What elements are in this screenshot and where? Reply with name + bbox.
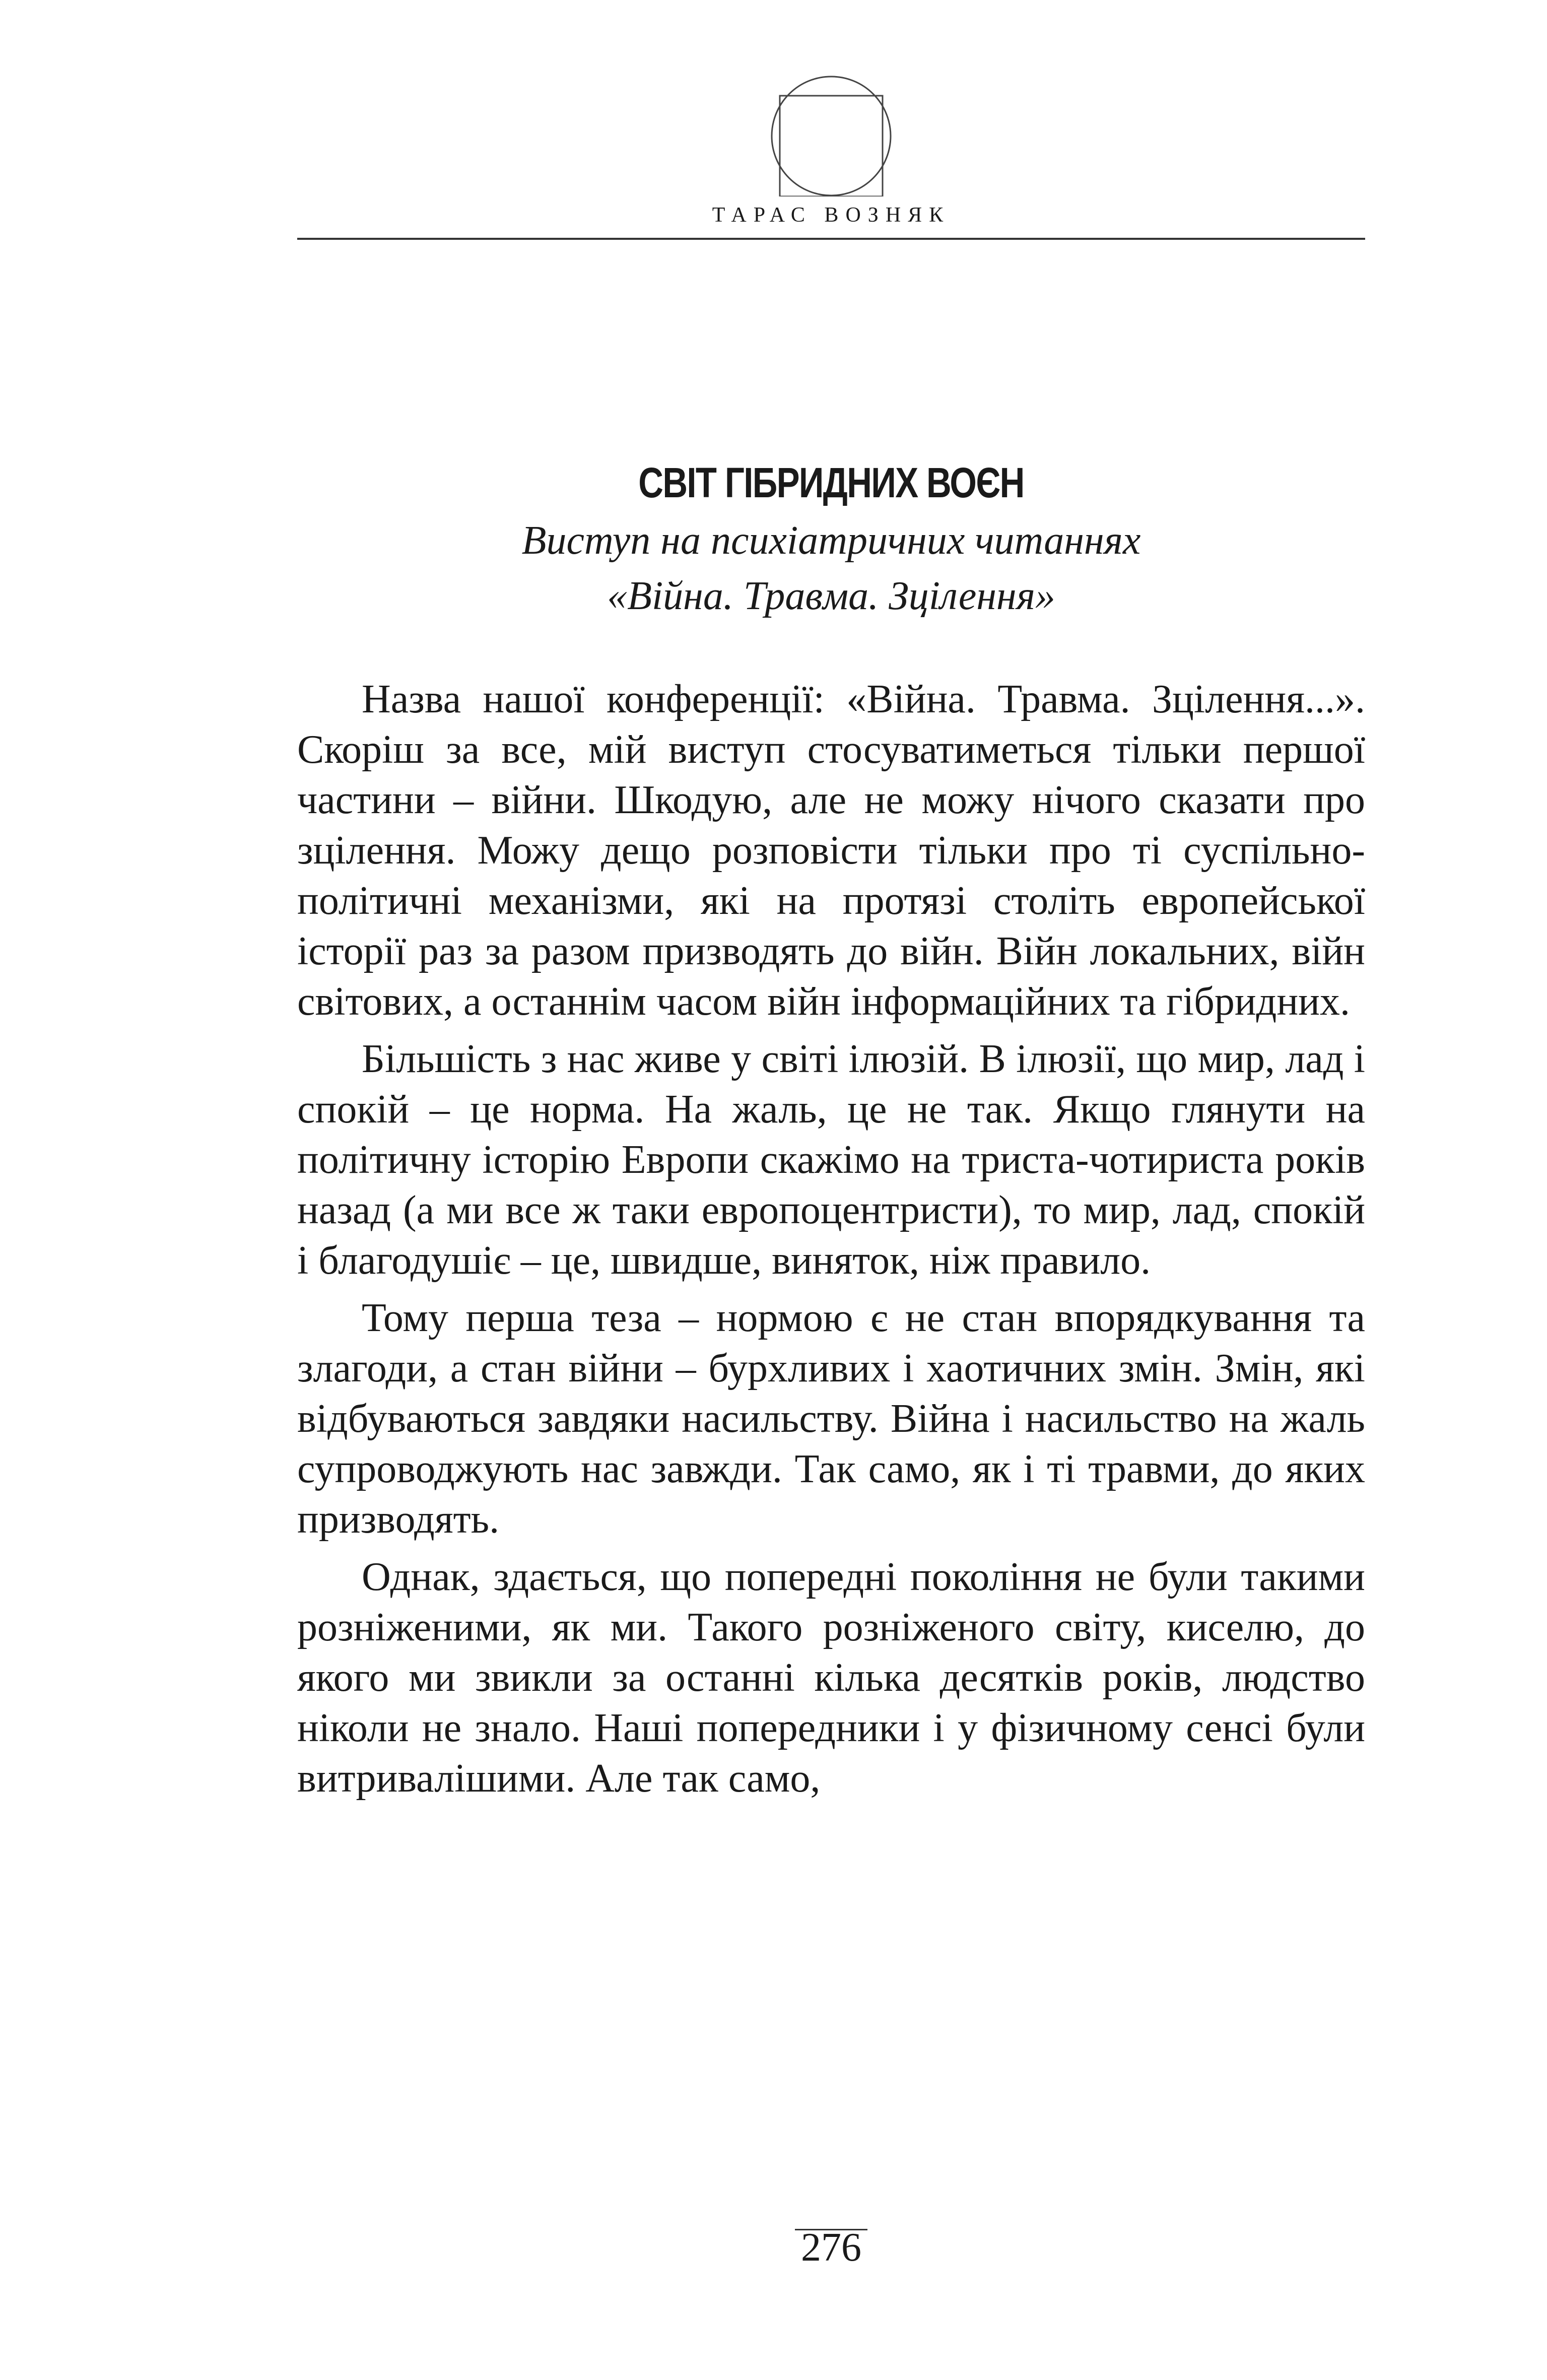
- body-paragraph: Тому перша теза – нормою є не стан впорядкування та злагоди, а стан війни – бурхливих і хаотичних змін. Змін, які відбуваються завдяки насильству. Війна і насильство на жаль супроводжують нас завжди. Так само, як і ті травми, до яких призводять.: [297, 1296, 1365, 1542]
- running-head-author: ТАРАС ВОЗНЯК: [712, 204, 951, 227]
- article-subtitle-line-2: «Війна. Травма. Зцілення»: [607, 574, 1055, 618]
- article-heading: [297, 452, 1365, 624]
- article-subtitle-line-1: Виступ на психіатричних читаннях: [521, 518, 1141, 563]
- article-body: [297, 674, 1365, 1811]
- body-paragraph: Однак, здається, що попередні покоління не були такими розніженими, як ми. Такого розніженого світу, киселю, до якого ми звикли за останні кілька десятків років, людство ніколи не знало. Наші попередники і у фізичному сенсі були витривалішими. Але так само,: [297, 1555, 1365, 1801]
- page-number: 276: [801, 2225, 861, 2270]
- body-paragraph: Назва нашої конференції: «Війна. Травма. Зцілення...». Скоріш за все, мій виступ стосуватиметься тільки першої частини – війни. Шкодую, але не можу нічого сказати про зцілення. Можу дещо розповісти тільки про ті суспільно-політичні механізми, які на протязі століть европейської історії раз за разом призводять до війн. Війн локальних, війн світових, а останнім часом війн інформаційних та гібридних.: [297, 677, 1365, 1024]
- header-divider: [297, 238, 1365, 240]
- article-title: СВІТ ГІБРИДНИХ ВОЄН: [638, 459, 1024, 506]
- body-paragraph: Більшість з нас живе у світі ілюзій. В ілюзії, що мир, лад і спокій – це норма. На жаль, це не так. Якщо глянути на політичну історію Европи скажімо на триста-чотириста років назад (а ми все ж таки европоцентристи), то мир, лад, спокій і благодушіє – це, швидше, виняток, ніж правило.: [297, 1037, 1365, 1283]
- circle-in-square-logo-icon: [771, 76, 892, 196]
